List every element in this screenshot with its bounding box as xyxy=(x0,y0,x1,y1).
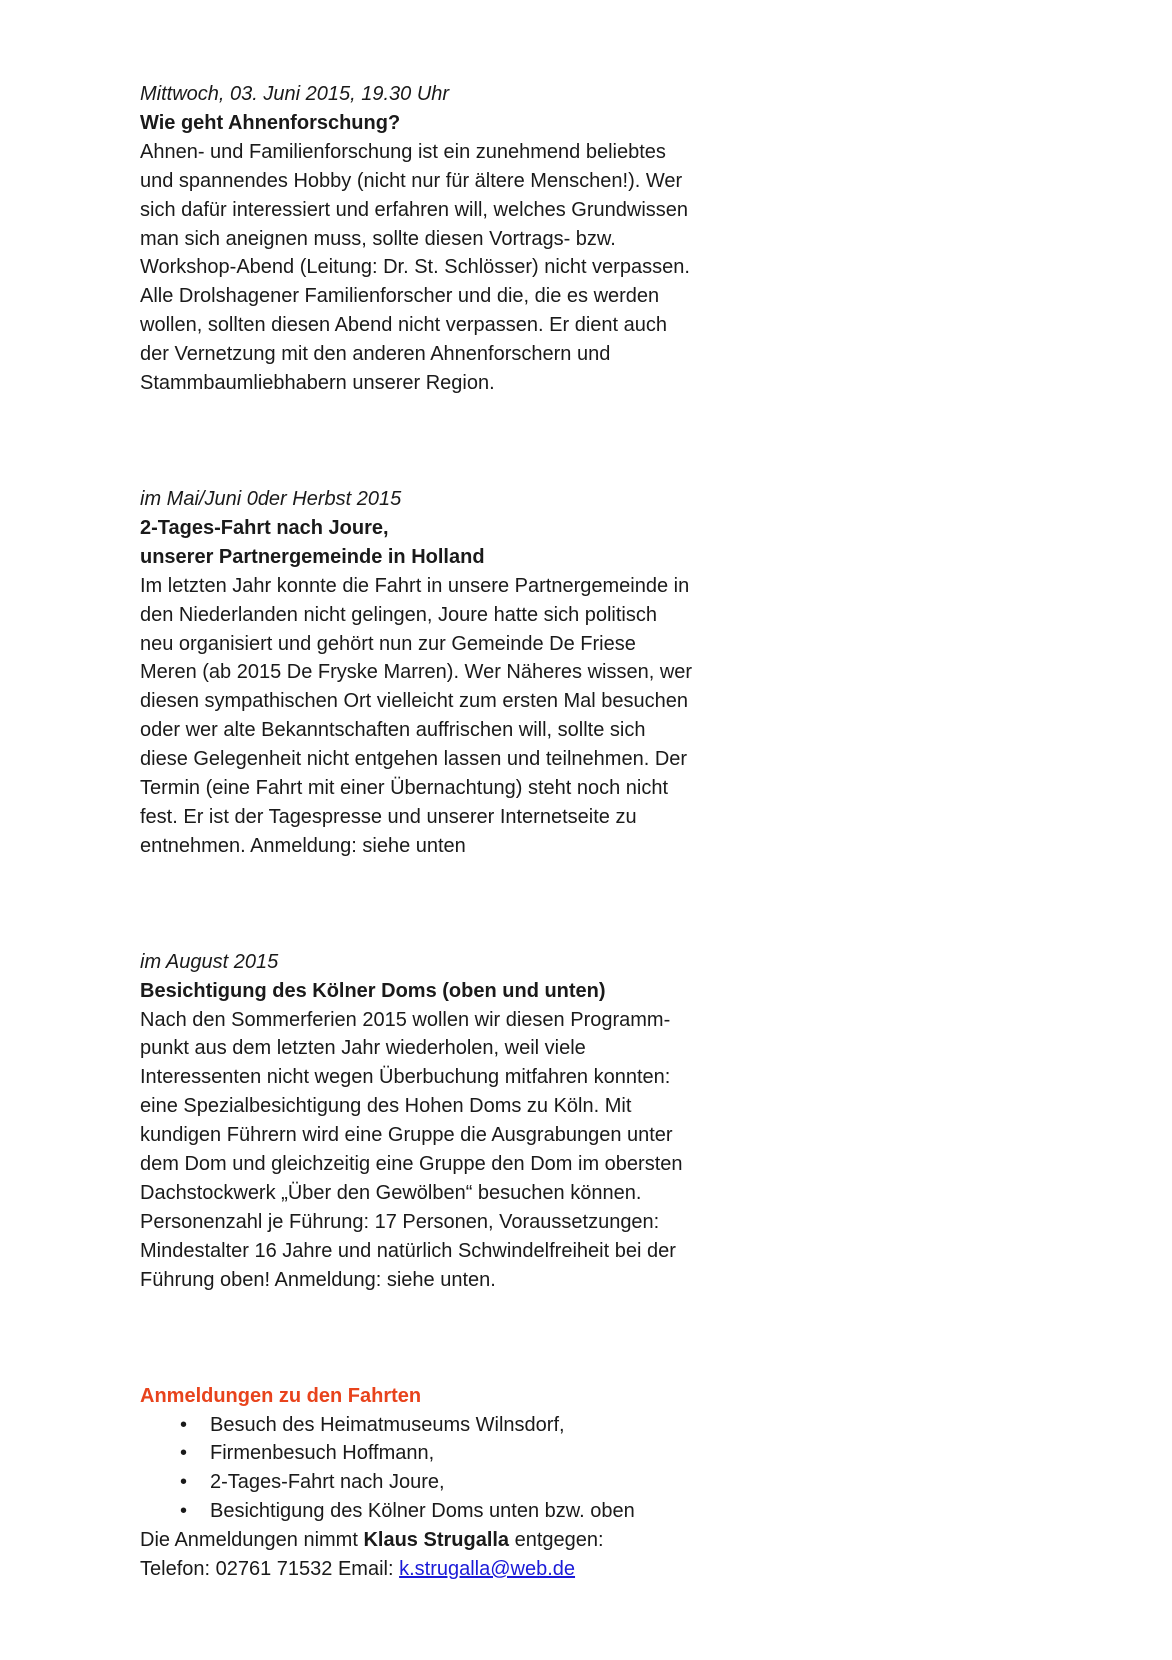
body-line: der Vernetzung mit den anderen Ahnenforschern und xyxy=(140,343,611,366)
contact-name: Klaus Strugalla xyxy=(363,1529,510,1552)
body-line: Nach den Sommerferien 2015 wollen wir diesen Programm- xyxy=(140,1008,671,1031)
phone-email-line xyxy=(140,1555,780,1584)
event-koelner-dom xyxy=(140,948,780,1295)
body-line: Im letzten Jahr konnte die Fahrt in unsere Partnergemeinde in xyxy=(140,574,690,597)
event-title: Besichtigung des Kölner Doms (oben und unten) xyxy=(140,979,606,1002)
body-line: neu organisiert und gehört nun zur Gemeinde De Friese xyxy=(140,632,636,655)
body-line: man sich aneignen muss, sollte diesen Vortrags- bzw. xyxy=(140,227,616,250)
body-line: Termin (eine Fahrt mit einer Übernachtung) steht noch nicht xyxy=(140,777,669,800)
body-line: dem Dom und gleichzeitig eine Gruppe den Dom im obersten xyxy=(140,1153,683,1176)
body-line: punkt aus dem letzten Jahr wiederholen, weil viele xyxy=(140,1037,586,1060)
list-item xyxy=(140,1468,780,1497)
contact-prefix: Die Anmeldungen nimmt xyxy=(140,1529,364,1552)
event-title: 2-Tages-Fahrt nach Joure, xyxy=(140,516,389,539)
event-title: Wie geht Ahnenforschung? xyxy=(140,111,401,134)
section-spacer xyxy=(140,398,780,485)
body-line: den Niederlanden nicht gelingen, Joure hatte sich politisch xyxy=(140,603,658,626)
event-ahnenforschung xyxy=(140,80,780,398)
body-line: oder wer alte Bekanntschaften auffrischen will, sollte sich xyxy=(140,719,646,742)
body-line: Workshop-Abend (Leitung: Dr. St. Schlösser) nicht verpassen. xyxy=(140,256,690,279)
body-line: Ahnen- und Familienforschung ist ein zunehmend beliebtes xyxy=(140,140,666,163)
list-item-label: Firmenbesuch Hoffmann, xyxy=(210,1442,435,1465)
body-line: entnehmen. Anmeldung: siehe unten xyxy=(140,834,466,857)
event-joure-trip xyxy=(140,485,780,861)
body-line: Mindestalter 16 Jahre und natürlich Schwindelfreiheit bei der xyxy=(140,1239,676,1262)
body-line: wollen, sollten diesen Abend nicht verpassen. Er dient auch xyxy=(140,314,668,337)
body-line: Alle Drolshagener Familienforscher und die, die es werden xyxy=(140,285,660,308)
document-page xyxy=(140,80,780,1584)
list-item-label: Besichtigung des Kölner Doms unten bzw. oben xyxy=(210,1500,635,1523)
body-line: Stammbaumliebhabern unserer Region. xyxy=(140,372,495,395)
body-line: Personenzahl je Führung: 17 Personen, Voraussetzungen: xyxy=(140,1210,660,1233)
body-line: eine Spezialbesichtigung des Hohen Doms zu Köln. Mit xyxy=(140,1095,632,1118)
body-line: Interessenten nicht wegen Überbuchung mitfahren konnten: xyxy=(140,1066,671,1089)
registration-list xyxy=(140,1411,780,1527)
body-line: diese Gelegenheit nicht entgehen lassen und teilnehmen. Der xyxy=(140,748,688,771)
body-line: sich dafür interessiert und erfahren will, welches Grundwissen xyxy=(140,198,689,221)
body-line: Meren (ab 2015 De Fryske Marren). Wer Näheres wissen, wer xyxy=(140,661,693,684)
registration-section xyxy=(140,1382,780,1584)
list-item-label: 2-Tages-Fahrt nach Joure, xyxy=(210,1471,445,1494)
contact-suffix: entgegen: xyxy=(509,1529,604,1552)
section-spacer xyxy=(140,861,780,948)
contact-line xyxy=(140,1526,780,1555)
body-line: und spannendes Hobby (nicht nur für ältere Menschen!). Wer xyxy=(140,169,683,192)
body-line: Führung oben! Anmeldung: siehe unten. xyxy=(140,1268,496,1291)
event-date: im Mai/Juni 0der Herbst 2015 xyxy=(140,487,402,510)
body-line: fest. Er ist der Tagespresse und unserer Internetseite zu xyxy=(140,805,637,828)
list-item xyxy=(140,1439,780,1468)
section-spacer xyxy=(140,1295,780,1382)
event-subtitle: unserer Partnergemeinde in Holland xyxy=(140,545,485,568)
bullet-icon: • xyxy=(180,1471,188,1494)
body-line: diesen sympathischen Ort vielleicht zum ersten Mal besuchen xyxy=(140,690,689,713)
list-item xyxy=(140,1497,780,1526)
bullet-icon: • xyxy=(180,1442,188,1465)
list-item-label: Besuch des Heimatmuseums Wilnsdorf, xyxy=(210,1413,565,1436)
email-link[interactable]: k.strugalla@web.de xyxy=(399,1558,576,1581)
phone-text: Telefon: 02761 71532 Email: xyxy=(140,1558,400,1581)
list-item xyxy=(140,1411,780,1440)
event-date: im August 2015 xyxy=(140,950,279,973)
body-line: Dachstockwerk „Über den Gewölben“ besuchen können. xyxy=(140,1182,642,1204)
body-line: kundigen Führern wird eine Gruppe die Ausgrabungen unter xyxy=(140,1124,673,1147)
registration-title: Anmeldungen zu den Fahrten xyxy=(140,1384,422,1407)
bullet-icon: • xyxy=(180,1413,188,1436)
event-date: Mittwoch, 03. Juni 2015, 19.30 Uhr xyxy=(140,83,450,105)
bullet-icon: • xyxy=(180,1500,188,1523)
